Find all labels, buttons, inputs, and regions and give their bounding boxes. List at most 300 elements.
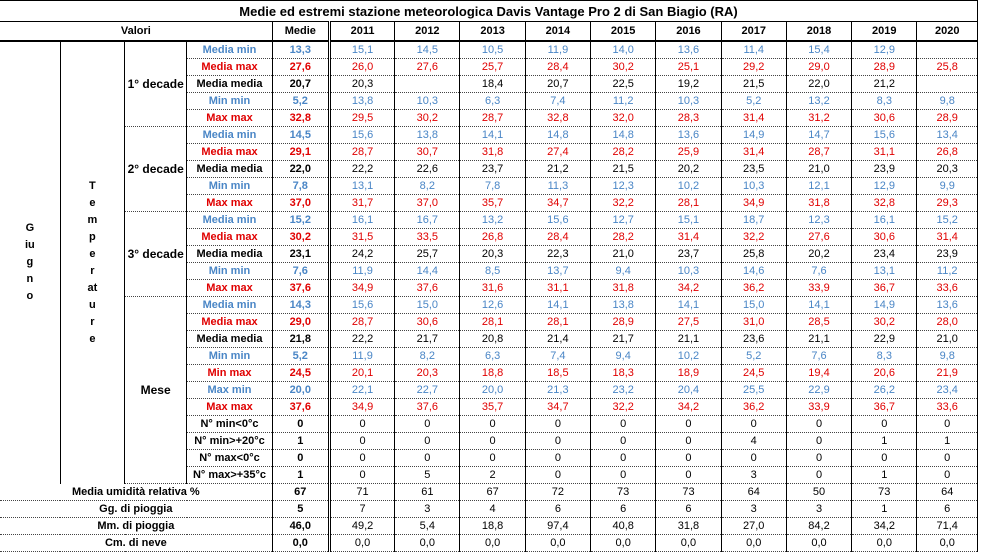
year-value: 0 (917, 416, 978, 433)
medie-value: 37,6 (272, 399, 329, 416)
year-value: 25,8 (721, 246, 786, 263)
year-value: 0,0 (721, 535, 786, 552)
year-value: 15,6 (329, 127, 394, 144)
year-value: 29,0 (786, 59, 851, 76)
year-value: 0 (395, 450, 460, 467)
year-value: 31,6 (460, 280, 525, 297)
year-value: 0 (591, 450, 656, 467)
year-value: 28,7 (786, 144, 851, 161)
row-label: Min min (187, 93, 272, 110)
year-value: 18,8 (460, 518, 525, 535)
year-value: 28,5 (786, 314, 851, 331)
year-value: 11,9 (329, 348, 394, 365)
year-header: 2013 (460, 22, 525, 42)
year-value: 21,3 (525, 382, 590, 399)
year-value: 11,2 (591, 93, 656, 110)
year-value: 16,7 (395, 212, 460, 229)
period-label: 1° decade (125, 41, 187, 127)
year-value: 6 (591, 501, 656, 518)
year-value: 3 (721, 467, 786, 484)
year-value: 29,3 (917, 195, 978, 212)
bottom-row-label: Cm. di neve (0, 535, 272, 552)
year-value: 24,2 (329, 246, 394, 263)
row-label: N° min<0°c (187, 416, 272, 433)
year-value: 14,1 (656, 297, 721, 314)
row-label: Min min (187, 263, 272, 280)
year-value: 64 (917, 484, 978, 501)
year-value: 0 (460, 416, 525, 433)
year-value: 32,2 (721, 229, 786, 246)
year-value: 34,7 (525, 195, 590, 212)
month-cell (0, 41, 60, 484)
year-value: 0,0 (786, 535, 851, 552)
row-label: N° max<0°c (187, 450, 272, 467)
medie-value: 13,3 (272, 41, 329, 59)
year-value: 36,2 (721, 399, 786, 416)
year-value: 34,2 (852, 518, 917, 535)
year-value: 6 (525, 501, 590, 518)
year-value: 22,1 (329, 382, 394, 399)
year-value: 11,9 (329, 263, 394, 280)
medie-value: 20,7 (272, 76, 329, 93)
year-value: 21,7 (591, 331, 656, 348)
row-label: Min min (187, 178, 272, 195)
year-value: 18,5 (525, 365, 590, 382)
row-label: Max min (187, 382, 272, 399)
year-value: 49,2 (329, 518, 394, 535)
year-value: 4 (460, 501, 525, 518)
year-value: 23,5 (721, 161, 786, 178)
year-value: 31,0 (721, 314, 786, 331)
year-value: 21,1 (656, 331, 721, 348)
table-row (0, 297, 978, 314)
year-value: 26,2 (852, 382, 917, 399)
valori-header: Valori (0, 22, 272, 42)
year-value: 12,3 (786, 212, 851, 229)
year-value: 16,1 (329, 212, 394, 229)
year-value: 20,7 (525, 76, 590, 93)
year-value: 1 (852, 467, 917, 484)
year-header: 2017 (721, 22, 786, 42)
year-value: 31,4 (721, 144, 786, 161)
year-value: 28,9 (917, 110, 978, 127)
medie-value: 67 (272, 484, 329, 501)
year-value: 8,2 (395, 178, 460, 195)
year-value: 28,9 (852, 59, 917, 76)
medie-value: 7,8 (272, 178, 329, 195)
year-value: 0 (460, 433, 525, 450)
year-value: 15,0 (721, 297, 786, 314)
year-value: 0,0 (917, 535, 978, 552)
year-value: 73 (591, 484, 656, 501)
row-label: Media media (187, 246, 272, 263)
year-value: 35,7 (460, 195, 525, 212)
row-label: Media min (187, 297, 272, 314)
year-value: 22,2 (329, 331, 394, 348)
year-value: 14,8 (591, 127, 656, 144)
year-value: 27,0 (721, 518, 786, 535)
table-row (0, 535, 978, 552)
year-value: 30,2 (852, 314, 917, 331)
year-value: 23,7 (656, 246, 721, 263)
year-value: 67 (460, 484, 525, 501)
bottom-row-label: Media umidità relativa % (0, 484, 272, 501)
year-value: 20,6 (852, 365, 917, 382)
year-value: 7,6 (786, 348, 851, 365)
year-value: 7,4 (525, 348, 590, 365)
year-value: 33,5 (395, 229, 460, 246)
year-header: 2014 (525, 22, 590, 42)
year-value: 31,1 (525, 280, 590, 297)
year-value: 13,8 (329, 93, 394, 110)
year-value: 0 (395, 416, 460, 433)
year-value: 32,8 (852, 195, 917, 212)
medie-value: 21,8 (272, 331, 329, 348)
year-value: 9,4 (591, 348, 656, 365)
year-value: 22,9 (852, 331, 917, 348)
year-value: 19,4 (786, 365, 851, 382)
medie-value: 5,2 (272, 348, 329, 365)
year-value: 5,2 (721, 348, 786, 365)
row-label: Max max (187, 195, 272, 212)
year-value: 0 (329, 450, 394, 467)
year-value: 14,0 (591, 41, 656, 59)
category-cell (60, 41, 124, 484)
year-value: 28,2 (591, 144, 656, 161)
year-value: 35,7 (460, 399, 525, 416)
year-value: 0 (917, 467, 978, 484)
year-value: 21,1 (786, 331, 851, 348)
year-value: 0,0 (852, 535, 917, 552)
year-value: 6,3 (460, 348, 525, 365)
year-value: 13,8 (591, 297, 656, 314)
year-value: 25,7 (395, 246, 460, 263)
year-value: 11,4 (721, 41, 786, 59)
year-value: 21,5 (591, 161, 656, 178)
year-value: 30,2 (591, 59, 656, 76)
medie-value: 5 (272, 501, 329, 518)
year-value: 1 (852, 501, 917, 518)
year-value: 0,0 (591, 535, 656, 552)
year-value: 10,2 (656, 178, 721, 195)
year-value: 34,9 (329, 399, 394, 416)
bottom-row-label: Gg. di pioggia (0, 501, 272, 518)
year-header: 2018 (786, 22, 851, 42)
year-value: 30,6 (852, 229, 917, 246)
row-label: Max max (187, 280, 272, 297)
year-value: 3 (395, 501, 460, 518)
year-value: 7,4 (525, 93, 590, 110)
year-value: 22,3 (525, 246, 590, 263)
year-value: 12,7 (591, 212, 656, 229)
year-header: 2016 (656, 22, 721, 42)
year-value: 23,6 (721, 331, 786, 348)
medie-value: 5,2 (272, 93, 329, 110)
table-row (0, 41, 978, 59)
year-value: 28,1 (656, 195, 721, 212)
medie-value: 29,0 (272, 314, 329, 331)
year-value: 0 (525, 433, 590, 450)
row-label: Min min (187, 348, 272, 365)
year-value: 34,9 (721, 195, 786, 212)
year-value: 31,8 (460, 144, 525, 161)
year-value: 20,1 (329, 365, 394, 382)
year-value: 71 (329, 484, 394, 501)
year-value: 20,3 (395, 365, 460, 382)
year-value: 0 (525, 467, 590, 484)
year-value: 0,0 (460, 535, 525, 552)
year-value: 26,8 (917, 144, 978, 161)
medie-value: 23,1 (272, 246, 329, 263)
table-row (0, 518, 978, 535)
year-value: 40,8 (591, 518, 656, 535)
year-value: 18,4 (460, 76, 525, 93)
year-value: 6 (917, 501, 978, 518)
row-label: Media min (187, 212, 272, 229)
year-value: 31,4 (721, 110, 786, 127)
year-value: 15,2 (917, 212, 978, 229)
year-value: 20,2 (656, 161, 721, 178)
year-value: 21,5 (721, 76, 786, 93)
medie-value: 15,2 (272, 212, 329, 229)
year-value: 14,7 (786, 127, 851, 144)
row-label: N° max>+35°c (187, 467, 272, 484)
year-value: 10,2 (656, 348, 721, 365)
year-value: 28,9 (591, 314, 656, 331)
year-value: 0 (721, 416, 786, 433)
year-value: 14,1 (525, 297, 590, 314)
year-value: 11,3 (525, 178, 590, 195)
year-value: 31,4 (917, 229, 978, 246)
year-value: 0 (591, 433, 656, 450)
row-label: Media max (187, 314, 272, 331)
year-value: 12,3 (591, 178, 656, 195)
year-value: 26,0 (329, 59, 394, 76)
year-value: 0 (329, 467, 394, 484)
year-value: 34,7 (525, 399, 590, 416)
table-row (0, 127, 978, 144)
year-value: 36,7 (852, 280, 917, 297)
year-value: 33,9 (786, 399, 851, 416)
year-value: 18,9 (656, 365, 721, 382)
year-value: 0 (721, 450, 786, 467)
year-value: 31,7 (329, 195, 394, 212)
medie-value: 20,0 (272, 382, 329, 399)
year-value: 25,5 (721, 382, 786, 399)
year-value: 6 (656, 501, 721, 518)
year-value: 30,6 (395, 314, 460, 331)
year-value: 4 (721, 433, 786, 450)
year-value: 0 (329, 416, 394, 433)
year-value: 14,9 (721, 127, 786, 144)
year-value: 22,9 (786, 382, 851, 399)
year-value: 0,0 (525, 535, 590, 552)
year-value: 28,4 (525, 229, 590, 246)
year-value: 8,3 (852, 348, 917, 365)
year-value: 13,6 (656, 127, 721, 144)
year-value: 0 (786, 433, 851, 450)
year-value: 22,7 (395, 382, 460, 399)
year-value: 0 (786, 416, 851, 433)
year-value: 28,7 (329, 314, 394, 331)
year-value: 34,2 (656, 399, 721, 416)
year-value: 15,1 (656, 212, 721, 229)
year-value: 34,9 (329, 280, 394, 297)
year-value: 15,0 (395, 297, 460, 314)
year-value: 0 (786, 450, 851, 467)
year-value: 8,3 (852, 93, 917, 110)
month-label: Giugno (24, 222, 35, 303)
year-value: 23,7 (460, 161, 525, 178)
year-value: 25,9 (656, 144, 721, 161)
year-value: 23,9 (852, 161, 917, 178)
year-value: 28,7 (329, 144, 394, 161)
row-label: Max max (187, 110, 272, 127)
year-value: 1 (852, 433, 917, 450)
year-value: 0 (656, 416, 721, 433)
year-value: 20,0 (460, 382, 525, 399)
year-value: 14,9 (852, 297, 917, 314)
year-value: 33,9 (786, 280, 851, 297)
year-value: 14,8 (525, 127, 590, 144)
year-value: 14,1 (460, 127, 525, 144)
year-value: 21,7 (395, 331, 460, 348)
year-value: 28,4 (525, 59, 590, 76)
year-value: 15,6 (525, 212, 590, 229)
year-value: 14,1 (786, 297, 851, 314)
year-value: 28,0 (917, 314, 978, 331)
year-value: 27,6 (786, 229, 851, 246)
year-value: 20,2 (786, 246, 851, 263)
medie-header: Medie (272, 22, 329, 42)
period-label: 2° decade (125, 127, 187, 212)
year-value: 14,6 (721, 263, 786, 280)
year-value: 13,2 (786, 93, 851, 110)
year-value: 21,2 (852, 76, 917, 93)
year-value: 21,2 (525, 161, 590, 178)
year-value: 26,8 (460, 229, 525, 246)
row-label: Media media (187, 331, 272, 348)
year-value: 13,2 (460, 212, 525, 229)
year-value: 25,8 (917, 59, 978, 76)
year-value: 32,8 (525, 110, 590, 127)
year-value: 15,6 (852, 127, 917, 144)
year-value: 31,8 (591, 280, 656, 297)
year-value: 31,5 (329, 229, 394, 246)
medie-value: 7,6 (272, 263, 329, 280)
medie-value: 32,8 (272, 110, 329, 127)
row-label: Min max (187, 365, 272, 382)
year-value: 13,6 (917, 297, 978, 314)
year-value: 12,6 (460, 297, 525, 314)
year-value: 37,6 (395, 280, 460, 297)
year-value: 20,4 (656, 382, 721, 399)
row-label: Media max (187, 59, 272, 76)
year-value: 73 (852, 484, 917, 501)
year-value: 23,4 (852, 246, 917, 263)
year-value: 21,0 (917, 331, 978, 348)
year-value: 13,8 (395, 127, 460, 144)
year-value: 50 (786, 484, 851, 501)
medie-value: 37,0 (272, 195, 329, 212)
year-value: 0 (852, 416, 917, 433)
medie-value: 1 (272, 433, 329, 450)
year-value: 61 (395, 484, 460, 501)
year-value: 13,4 (917, 127, 978, 144)
year-value: 20,3 (460, 246, 525, 263)
year-value: 15,4 (786, 41, 851, 59)
year-value: 11,2 (917, 263, 978, 280)
year-value: 25,7 (460, 59, 525, 76)
bottom-row-label: Mm. di pioggia (0, 518, 272, 535)
period-label: Mese (125, 297, 187, 484)
year-value: 33,6 (917, 280, 978, 297)
table-row (0, 501, 978, 518)
year-value: 9,8 (917, 348, 978, 365)
year-value: 20,3 (917, 161, 978, 178)
year-value: 31,2 (786, 110, 851, 127)
year-value: 8,2 (395, 348, 460, 365)
year-value: 22,6 (395, 161, 460, 178)
medie-value: 37,6 (272, 280, 329, 297)
row-label: N° min>+20°c (187, 433, 272, 450)
medie-value: 46,0 (272, 518, 329, 535)
year-value: 22,0 (786, 76, 851, 93)
year-value: 0 (786, 467, 851, 484)
medie-value: 22,0 (272, 161, 329, 178)
year-value: 34,2 (656, 280, 721, 297)
year-value: 3 (721, 501, 786, 518)
year-value: 71,4 (917, 518, 978, 535)
year-value: 13,7 (525, 263, 590, 280)
year-value: 0 (656, 433, 721, 450)
year-header: 2011 (329, 22, 394, 42)
year-value: 27,6 (395, 59, 460, 76)
year-value: 23,2 (591, 382, 656, 399)
year-value: 31,8 (656, 518, 721, 535)
row-label: Media min (187, 127, 272, 144)
year-value: 29,5 (329, 110, 394, 127)
year-value: 0,0 (656, 535, 721, 552)
year-value: 29,2 (721, 59, 786, 76)
medie-value: 0 (272, 450, 329, 467)
year-value: 28,3 (656, 110, 721, 127)
year-value: 7,8 (460, 178, 525, 195)
year-value: 31,4 (656, 229, 721, 246)
year-value: 10,3 (395, 93, 460, 110)
year-value: 37,6 (395, 399, 460, 416)
year-value: 22,5 (591, 76, 656, 93)
year-value: 84,2 (786, 518, 851, 535)
year-value: 28,1 (460, 314, 525, 331)
year-value: 30,2 (395, 110, 460, 127)
year-value: 5,2 (721, 93, 786, 110)
year-value: 0 (656, 467, 721, 484)
year-value: 3 (786, 501, 851, 518)
year-value: 20,8 (460, 331, 525, 348)
medie-value: 14,5 (272, 127, 329, 144)
year-value: 0 (591, 416, 656, 433)
year-value: 18,8 (460, 365, 525, 382)
year-value: 36,2 (721, 280, 786, 297)
row-label: Media min (187, 41, 272, 59)
year-value: 30,7 (395, 144, 460, 161)
year-header: 2019 (852, 22, 917, 42)
row-label: Max max (187, 399, 272, 416)
year-value: 25,1 (656, 59, 721, 76)
year-value: 31,8 (786, 195, 851, 212)
year-value: 10,3 (656, 263, 721, 280)
